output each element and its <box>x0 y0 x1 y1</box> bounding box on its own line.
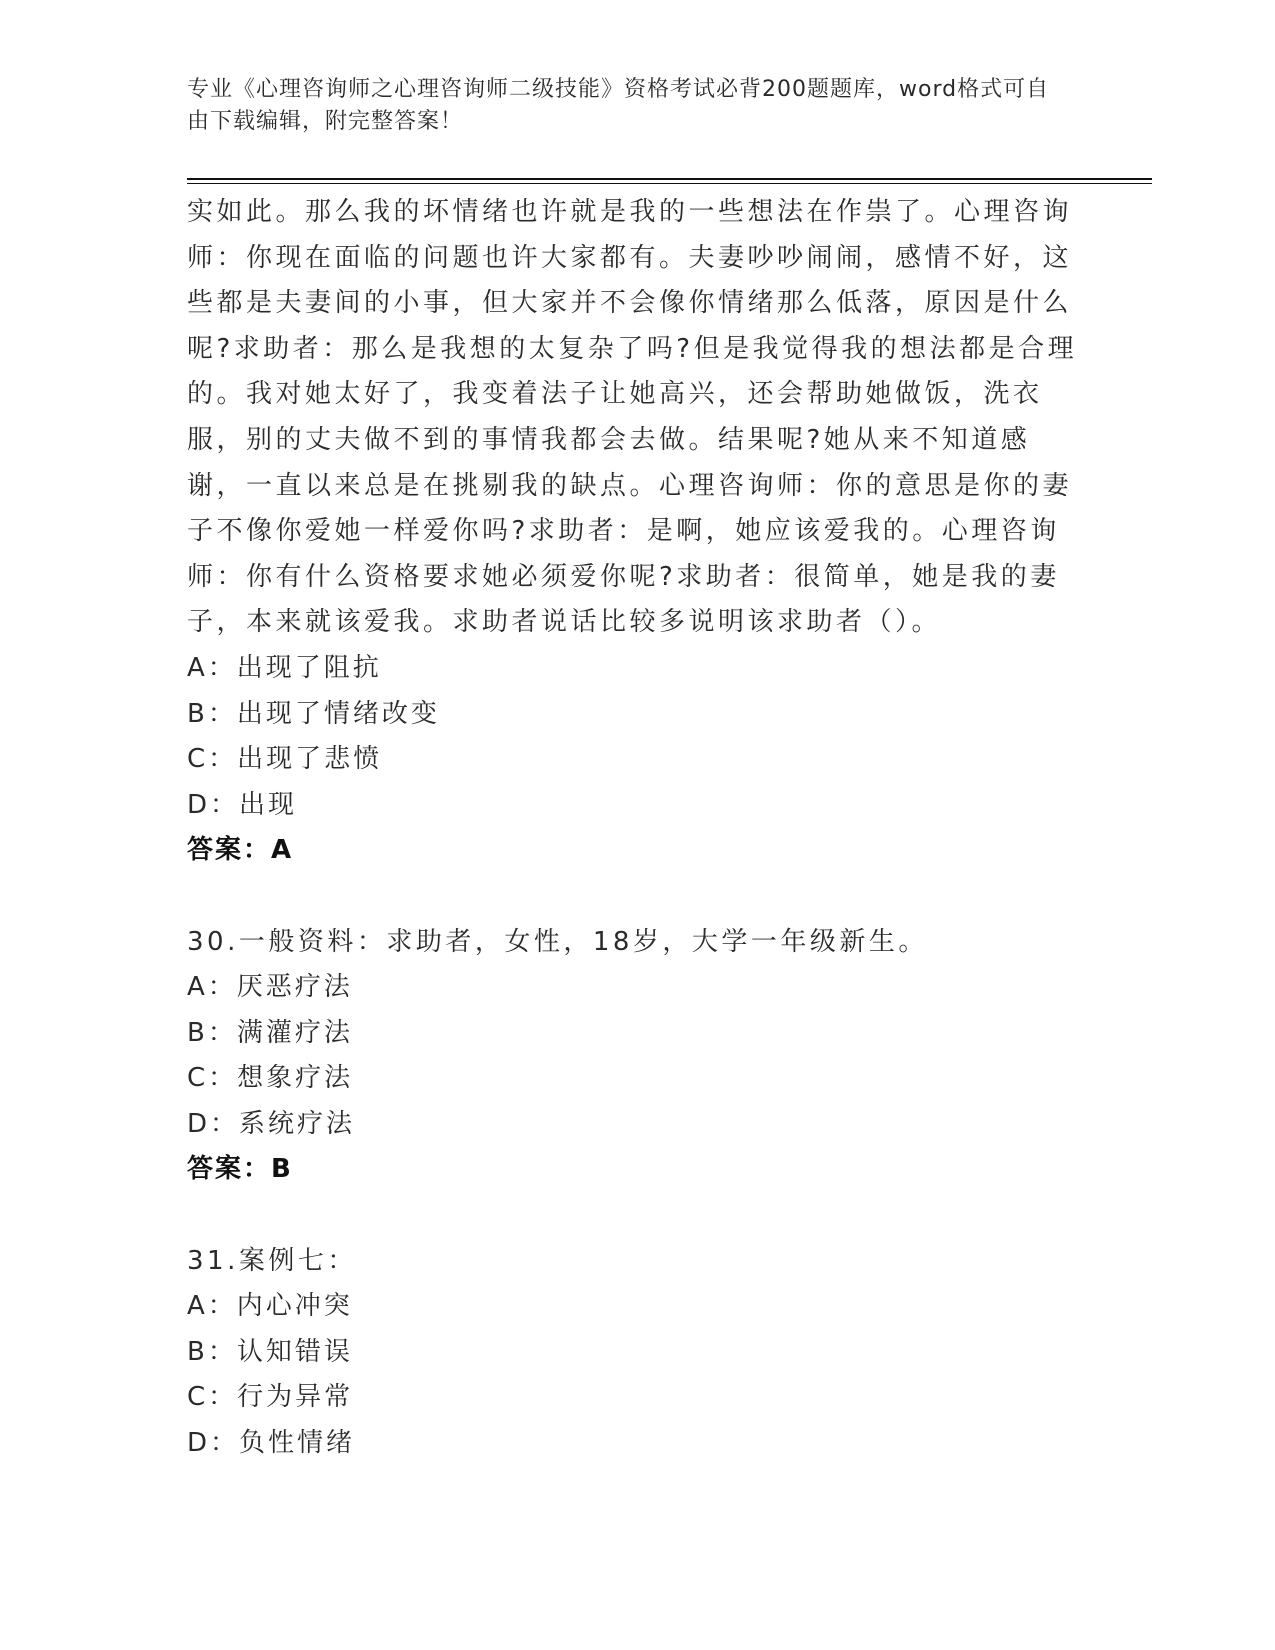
document-header <box>187 74 1067 138</box>
answer-line: 答案：A <box>187 835 294 866</box>
question-31 <box>187 1239 1087 1467</box>
option-c: C：行为异常 <box>187 1382 354 1413</box>
spacer <box>187 874 1087 920</box>
option-b: B：满灌疗法 <box>187 1017 353 1048</box>
question-stem: 实如此。那么我的坏情绪也许就是我的一些想法在作祟了。心理咨询师：你现在面临的问题也许大家都有。夫妻吵吵闹闹，感情不好，这些都是夫妻间的小事，但大家并不会像你情绪那么低落，原因是什么呢?求助者：那么是我想的太复杂了吗?但是我觉得我的想法都是合理的。我对她太好了，我变着法子让她高兴，还会帮助她做饭，洗衣服，别的丈夫做不到的事情我都会去做。结果呢?她从来不知道感谢，一直以来总是在挑剔我的缺点。心理咨询师：你的意思是你的妻子不像你爱她一样爱你吗?求助者：是啊，她应该爱我的。心理咨询师：你有什么资格要求她必须爱你呢?求助者：很简单，她是我的妻子，本来就该爱我。求助者说话比较多说明该求助者（）。 <box>187 197 1078 638</box>
header-rule-thick <box>187 178 1152 180</box>
option-d: D：负性情绪 <box>187 1428 356 1459</box>
question-30 <box>187 920 1087 1194</box>
option-a: A：厌恶疗法 <box>187 972 353 1003</box>
question-stem: 31.案例七： <box>187 1245 357 1276</box>
spacer <box>187 1193 1087 1239</box>
option-d: D：出现 <box>187 789 298 820</box>
option-a: A：内心冲突 <box>187 1291 353 1322</box>
option-c: C：想象疗法 <box>187 1063 354 1094</box>
option-b: B：认知错误 <box>187 1336 353 1367</box>
option-a: A：出现了阻抗 <box>187 652 382 683</box>
question-29 <box>187 190 1087 874</box>
question-stem: 30.一般资料：求助者，女性，18岁，大学一年级新生。 <box>187 926 928 957</box>
header-rule-thin <box>187 183 1152 184</box>
option-c: C：出现了悲愤 <box>187 744 383 775</box>
question-list <box>187 190 1087 1467</box>
answer-line: 答案：B <box>187 1154 293 1185</box>
option-d: D：系统疗法 <box>187 1108 356 1139</box>
header-title: 专业《心理咨询师之心理咨询师二级技能》资格考试必背200题题库，word格式可自由下载编辑，附完整答案！ <box>187 77 1050 134</box>
option-b: B：出现了情绪改变 <box>187 698 440 729</box>
